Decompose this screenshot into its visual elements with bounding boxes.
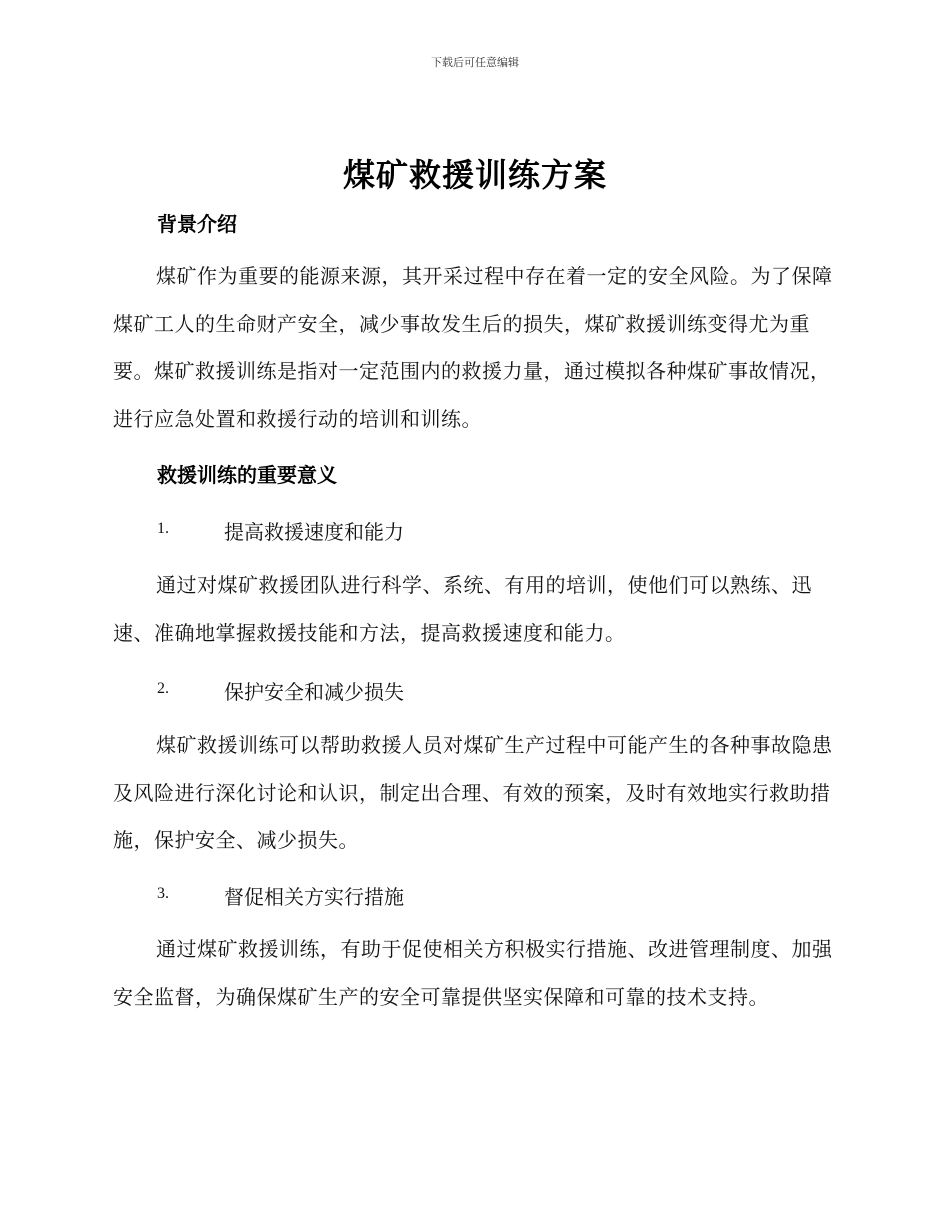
item-1-paragraph: 通过对煤矿救援团队进行科学、系统、有用的培训，使他们可以熟练、迅速、准确地掌握救援技能和方法，提高救援速度和能力。 — [113, 573, 812, 645]
list-item-title: 提高救援速度和能力 — [224, 520, 404, 544]
background-paragraph: 煤矿作为重要的能源来源，其开采过程中存在着一定的安全风险。为了保障煤矿工人的生命财产安全，减少事故发生后的损失，煤矿救援训练变得尤为重要。煤矿救援训练是指对一定范围内的救援力量，通过模拟各种煤矿事故情况，进行应急处置和救援行动的培训和训练。 — [113, 264, 833, 431]
section-heading-significance: 救援训练的重要意义 — [157, 463, 337, 487]
list-item-title: 督促相关方实行措施 — [224, 885, 404, 909]
section-heading-background: 背景介绍 — [157, 212, 237, 236]
list-item-title: 保护安全和减少损失 — [224, 680, 404, 704]
item-3-paragraph: 通过煤矿救援训练，有助于促使相关方积极实行措施、改进管理制度、加强安全监督，为确保煤矿生产的安全可靠提供坚实保障和可靠的技术支持。 — [113, 937, 833, 1009]
header-note: 下载后可任意编辑 — [431, 56, 519, 69]
list-number: 2. — [157, 680, 169, 697]
document-title: 煤矿救援训练方案 — [342, 156, 607, 194]
item-2-paragraph: 煤矿救援训练可以帮助救援人员对煤矿生产过程中可能产生的各种事故隐患及风险进行深化讨论和认识，制定出合理、有效的预案，及时有效地实行救助措施，保护安全、减少损失。 — [113, 733, 833, 852]
list-number: 3. — [157, 885, 169, 902]
list-number: 1. — [157, 520, 169, 537]
